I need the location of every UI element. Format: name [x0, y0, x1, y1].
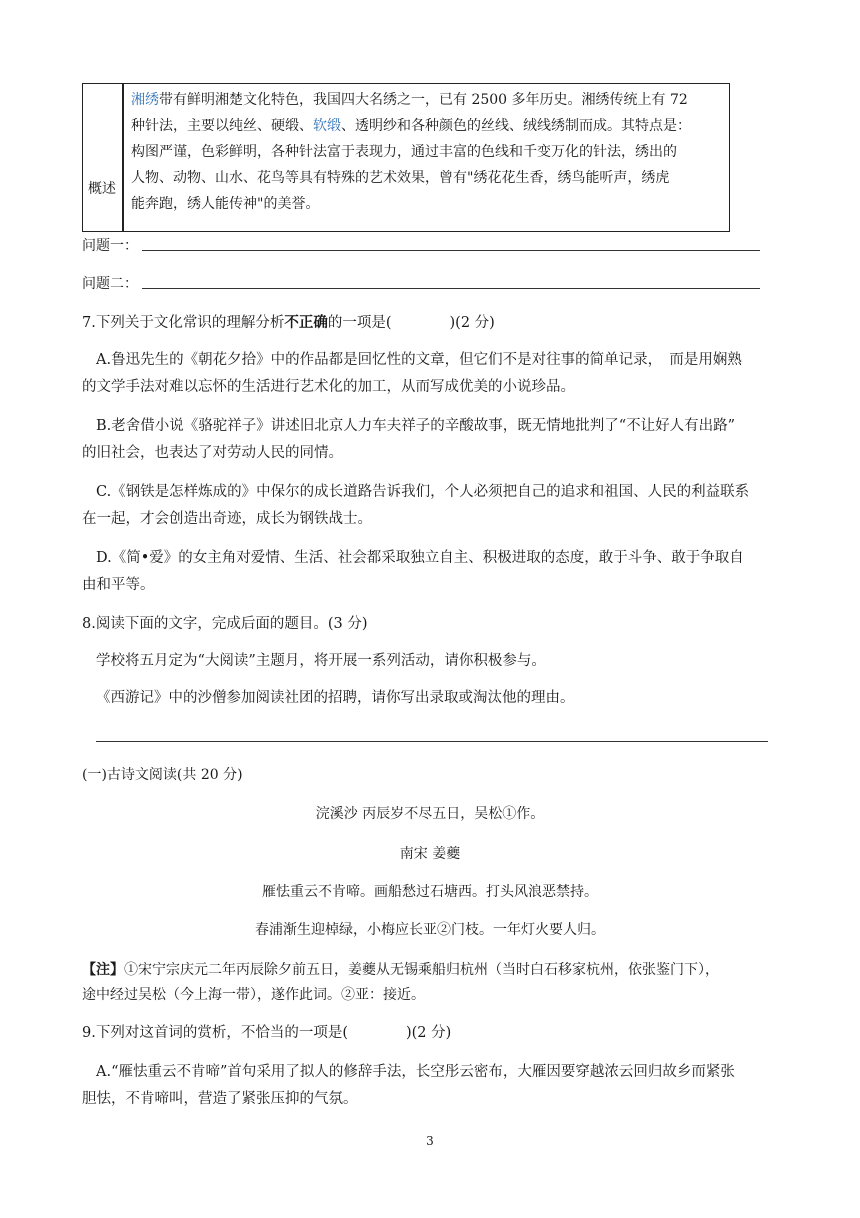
q7-option-c-line2: 在一起，才会创造出奇迹，成长为钢铁战士。: [82, 511, 372, 527]
q8-answer-line[interactable]: [96, 741, 768, 742]
section-heading: (一)古诗文阅读(共 20 分): [82, 767, 243, 783]
text: 带有鲜明湘楚文化特色，我国四大名绣之一，已有 2500 多年历史。湘绣传统上有 72: [159, 92, 688, 108]
link-xiangxiu[interactable]: 湘绣: [131, 92, 159, 108]
text: 7.下列关于文化常识的理解分析: [82, 315, 285, 331]
text: 的一项是( )(2 分): [327, 315, 495, 331]
table-line-1: [131, 90, 688, 110]
text: 种针法，主要以纯丝、硬缎、: [131, 118, 313, 134]
question-one-label: 问题一：: [82, 238, 138, 254]
page-number: 3: [426, 1134, 434, 1148]
table-line-3: 构图严谨，色彩鲜明，各种针法富于表现力，通过丰富的色线和千变万化的针法，绣出的: [131, 144, 677, 160]
table-divider: [122, 83, 124, 232]
q9-option-a-line1: A.“雁怯重云不肯啼”首句采用了拟人的修辞手法，长空彤云密布，大雁因要穿越浓云回归故乡而紧张: [96, 1064, 735, 1080]
table-label: 概述: [88, 181, 116, 197]
q9-option-a-line2: 胆怯，不肯啼叫，营造了紧张压抑的气氛。: [82, 1091, 358, 1107]
poem-author: 南宋 姜夔: [399, 846, 461, 862]
note-line-2: 途中经过吴松（今上海一带），遂作此词。②亚：接近。: [82, 987, 425, 1003]
q8-paragraph-2: 《西游记》中的沙僧参加阅读社团的招聘，请你写出录取或淘汰他的理由。: [96, 690, 575, 706]
q7-option-c-line1: C.《钢铁是怎样炼成的》中保尔的成长道路告诉我们，个人必须把自己的追求和祖国、人民的利益联系: [96, 484, 750, 500]
q7-option-b-line2: 的旧社会，也表达了对劳动人民的同情。: [82, 445, 343, 461]
poem-title: 浣溪沙 丙辰岁不尽五日，吴松①作。: [315, 806, 545, 822]
question-one-line[interactable]: [142, 250, 760, 251]
poem-line-2: 春浦渐生迎棹绿，小梅应长亚②门枝。一年灯火要人归。: [255, 922, 605, 938]
q8-paragraph-1: 学校将五月定为“大阅读”主题月，将开展一系列活动，请你积极参与。: [96, 653, 546, 669]
table-line-4: 人物、动物、山水、花鸟等具有特殊的艺术效果，曾有"绣花花生香，绣鸟能听声，绣虎: [131, 170, 670, 186]
question-two-label: 问题二：: [82, 276, 138, 292]
q9-stem: 9.下列对这首词的赏析，不恰当的一项是( )(2 分): [82, 1025, 452, 1041]
table-line-2: [131, 116, 691, 136]
text: 、透明纱和各种颜色的丝线、绒线绣制而成。其特点是：: [341, 118, 691, 134]
q8-stem: 8.阅读下面的文字，完成后面的题目。(3 分): [82, 616, 368, 632]
text: ①宋宁宗庆元二年丙辰除夕前五日，姜夔从无锡乘船归杭州（当时白石移家杭州，依张鉴门下），: [124, 962, 719, 978]
note-tag: 【注】: [82, 962, 124, 978]
table-line-5: 能奔跑，绣人能传神"的美誉。: [131, 196, 320, 212]
link-ruanduan[interactable]: 软缎: [313, 118, 341, 134]
q7-option-b-line1: B.老舍借小说《骆驼祥子》讲述旧北京人力车夫祥子的辛酸故事，既无情地批判了“不让好人有出路”: [96, 418, 736, 434]
note-line-1: [82, 960, 719, 980]
question-two-line[interactable]: [142, 288, 760, 289]
q7-option-a-line1: A.鲁迅先生的《朝花夕拾》中的作品都是回忆性的文章，但它们不是对往事的简单记录， 而是用娴熟: [96, 352, 742, 368]
bold-text: 不正确: [284, 314, 328, 331]
poem-line-1: 雁怯重云不肯啼。画船愁过石塘西。打头风浪恶禁持。: [262, 884, 598, 900]
q7-option-d-line1: D.《简•爱》的女主角对爱情、生活、社会都采取独立自主、积极进取的态度，敢于斗争、敢于争取自: [96, 550, 744, 566]
q7-stem: [82, 313, 495, 333]
q7-option-a-line2: 的文学手法对难以忘怀的生活进行艺术化的加工，从而写成优美的小说珍品。: [82, 379, 575, 395]
q7-option-d-line2: 由和平等。: [82, 577, 155, 593]
